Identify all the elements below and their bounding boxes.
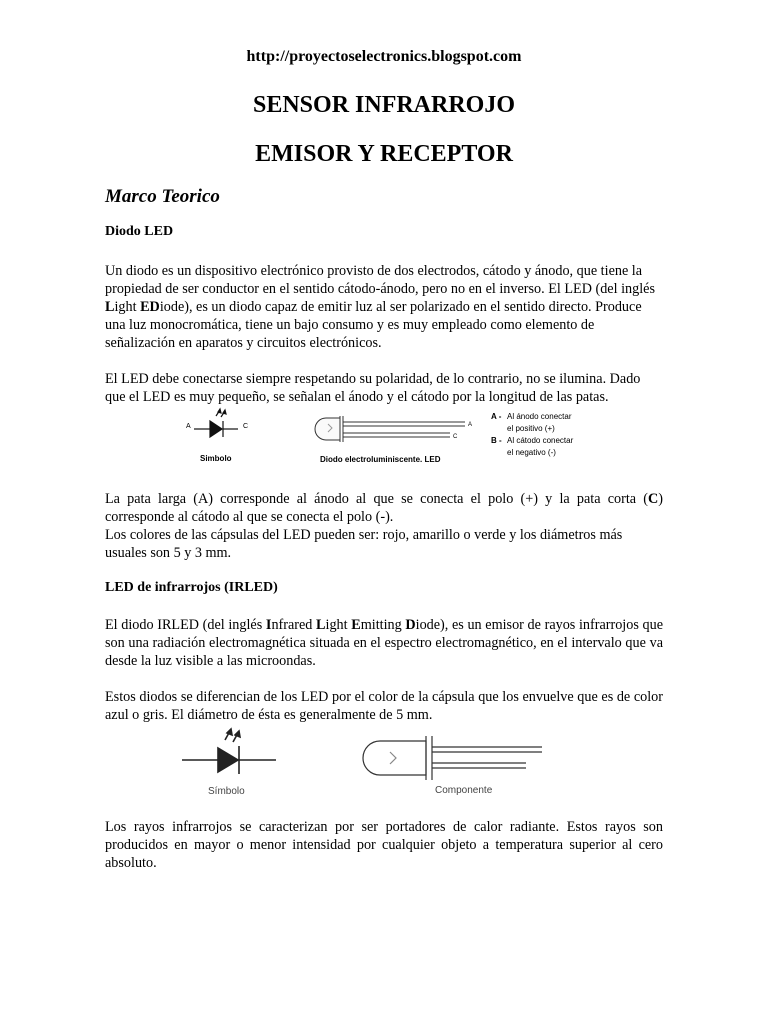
paragraph-irled-2: Estos diodos se diferencian de los LED por el color de la cápsula que los envuelve que es de color azul o gris. El diámetro de ésta es generalmente de 5 mm. — [105, 689, 663, 723]
symbol-label-a: A — [186, 423, 191, 430]
led-label-a: A — [468, 422, 473, 428]
irled-component-icon — [363, 736, 542, 780]
legend-key-a: A - — [491, 412, 502, 421]
irled-component-caption: Componente — [435, 785, 493, 796]
title-line-1: SENSOR INFRARROJO — [252, 92, 516, 118]
irled-symbol-icon — [182, 729, 276, 774]
diode-symbol-icon — [194, 409, 238, 437]
led-caption: Diodo electroluminiscente. LED — [320, 455, 441, 464]
heading-irled: LED de infrarrojos (IRLED) — [105, 580, 278, 595]
led-diagram-svg — [180, 406, 600, 466]
section-heading-marco-teorico: Marco Teorico — [105, 186, 220, 207]
paragraph-diodo-led-4: Los colores de las cápsulas del LED pueden ser: rojo, amarillo o verde y los diámetros más usuales son 5 y 3 mm. — [105, 527, 623, 561]
paragraph-diodo-led-1: Un diodo es un dispositivo electrónico provisto de dos electrodos, cátodo y ánodo, que tiene la propiedad de ser conductor en el sentido cátodo-ánodo, pero no en el inverso. El LED (del inglés Light EDiode), es un diodo capaz de emitir luz al ser polarizado en el sentido directo. Produce una luz monocromática, tiene un bajo consumo y es muy empleado como elemento de señalización en aparatos y circuitos electrónicos. — [105, 263, 655, 351]
heading-diodo-led: Diodo LED — [105, 224, 174, 239]
paragraph-diodo-led-3: La pata larga (A) corresponde al ánodo al que se conecta el polo (+) y la pata corta (C) corresponde al cátodo al que se conecta el polo (-). — [105, 491, 663, 525]
led-component-icon — [315, 416, 465, 442]
paragraph-irled-1: El diodo IRLED (del inglés Infrared Light Emitting Diode), es un emisor de rayos infrarrojos que son una radiación electromagnética situada en el espectro electromagnético, en el intervalo que va desde la luz visible a las microondas. — [105, 617, 663, 669]
irled-diagram-svg — [180, 724, 560, 802]
led-label-c: C — [453, 434, 458, 440]
paragraph-irled-3: Los rayos infrarrojos se caracterizan por ser portadores de calor radiante. Estos rayos son producidos en mayor o menor intensidad por cualquier objeto a temperatura superior al cero absoluto. — [105, 819, 663, 871]
symbol-caption: Simbolo — [200, 454, 232, 463]
symbol-label-c: C — [243, 423, 249, 430]
figure-irled-diagram — [180, 724, 560, 802]
paragraph-diodo-led-2: El LED debe conectarse siempre respetando su polaridad, de lo contrario, no se ilumina. Dado que el LED es muy pequeño, se señalan el ánodo y el cátodo por la longitud de las patas. — [105, 371, 641, 405]
legend-text-b: Al cátodo conectar — [507, 436, 574, 445]
header-url: http://proyectoselectronics.blogspot.com — [246, 48, 522, 65]
legend-text-b-2: el negativo (-) — [507, 448, 556, 457]
figure-led-diagram — [180, 406, 600, 466]
title-line-2: EMISOR Y RECEPTOR — [255, 141, 513, 167]
legend-key-b: B - — [491, 436, 502, 445]
irled-symbol-caption: Símbolo — [208, 786, 245, 797]
legend-text-a: Al ánodo conectar — [507, 412, 572, 421]
legend-text-a-2: el positivo (+) — [507, 424, 555, 433]
